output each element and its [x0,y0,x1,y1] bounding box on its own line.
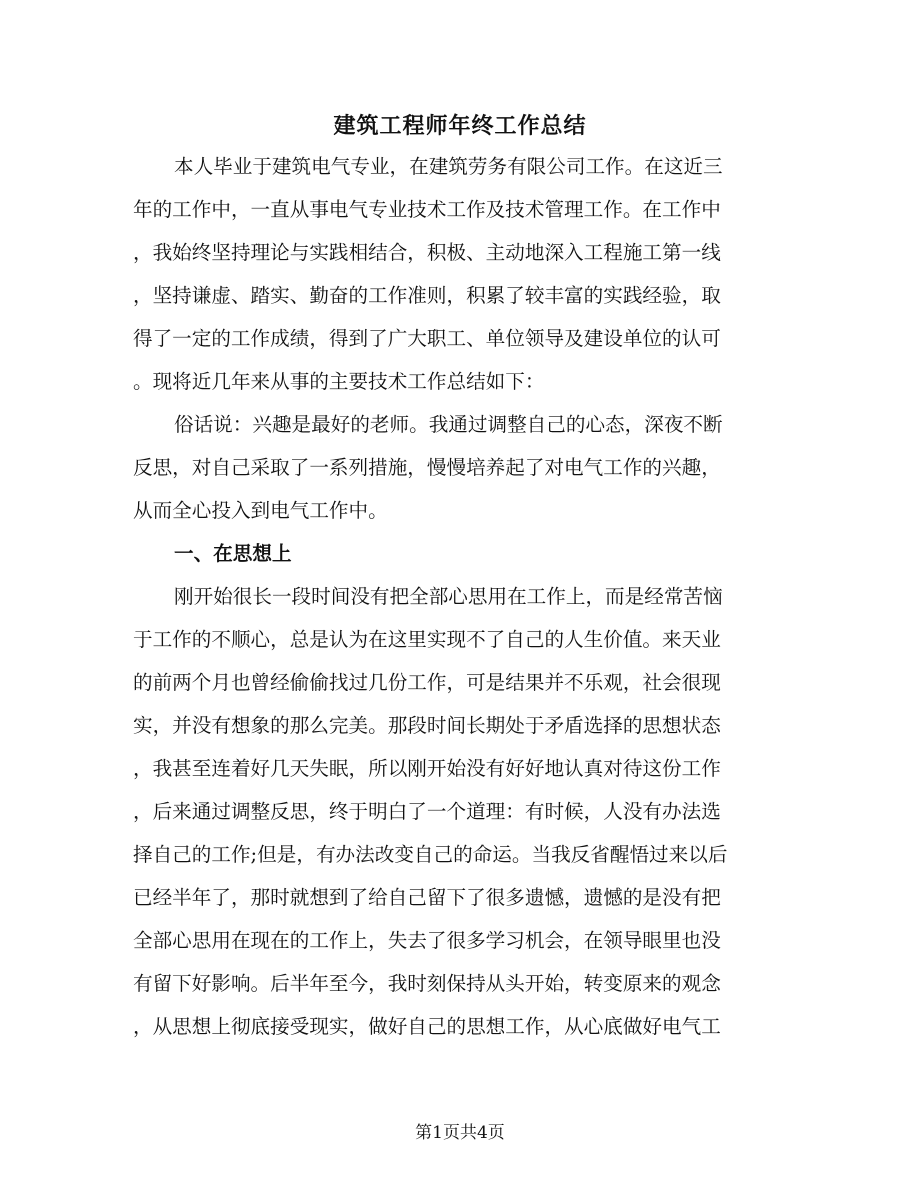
text-line: 。现将近几年来从事的主要技术工作总结如下： [133,370,545,393]
section-heading: 一、在思想上 [174,542,292,565]
text-line: ，我甚至连着好几天失眠，所以刚开始没有好好地认真对待这份工作 [133,757,721,780]
text-line: 刚开始很长一段时间没有把全部心思用在工作上，而是经常苦恼 [174,585,723,608]
text-line: 的前两个月也曾经偷偷找过几份工作，可是结果并不乐观，社会很现 [133,671,721,694]
text-line: 年的工作中，一直从事电气专业技术工作及技术管理工作。在工作中 [133,198,721,221]
page-number: 第1页共4页 [415,1123,505,1143]
text-line: 反思，对自己采取了一系列措施，慢慢培养起了对电气工作的兴趣， [133,456,721,479]
text-line: ，坚持谦虚、踏实、勤奋的工作准则，积累了较丰富的实践经验，取 [133,284,721,307]
document-title: 建筑工程师年终工作总结 [333,113,587,139]
text-line: 全部心思用在现在的工作上，失去了很多学习机会，在领导眼里也没 [133,929,721,952]
text-line: 于工作的不顺心，总是认为在这里实现不了自己的人生价值。来天业 [133,628,721,651]
text-line: ，我始终坚持理论与实践相结合，积极、主动地深入工程施工第一线 [133,241,721,264]
text-line: 得了一定的工作成绩，得到了广大职工、单位领导及建设单位的认可 [133,327,721,350]
text-line: 择自己的工作;但是，有办法改变自己的命运。当我反省醒悟过来以后 [133,843,728,866]
text-line: 本人毕业于建筑电气专业，在建筑劳务有限公司工作。在这近三 [174,155,723,178]
text-line: 已经半年了，那时就想到了给自己留下了很多遗憾，遗憾的是没有把 [133,886,721,909]
text-line: ，后来通过调整反思，终于明白了一个道理：有时候，人没有办法选 [133,800,721,823]
text-line: 从而全心投入到电气工作中。 [133,499,388,522]
text-line: 有留下好影响。后半年至今，我时刻保持从头开始，转变原来的观念 [133,972,721,995]
text-line: ，从思想上彻底接受现实，做好自己的思想工作，从心底做好电气工 [133,1015,721,1038]
text-line: 俗话说：兴趣是最好的老师。我通过调整自己的心态，深夜不断 [174,413,723,436]
text-line: 实，并没有想象的那么完美。那段时间长期处于矛盾选择的思想状态 [133,714,721,737]
